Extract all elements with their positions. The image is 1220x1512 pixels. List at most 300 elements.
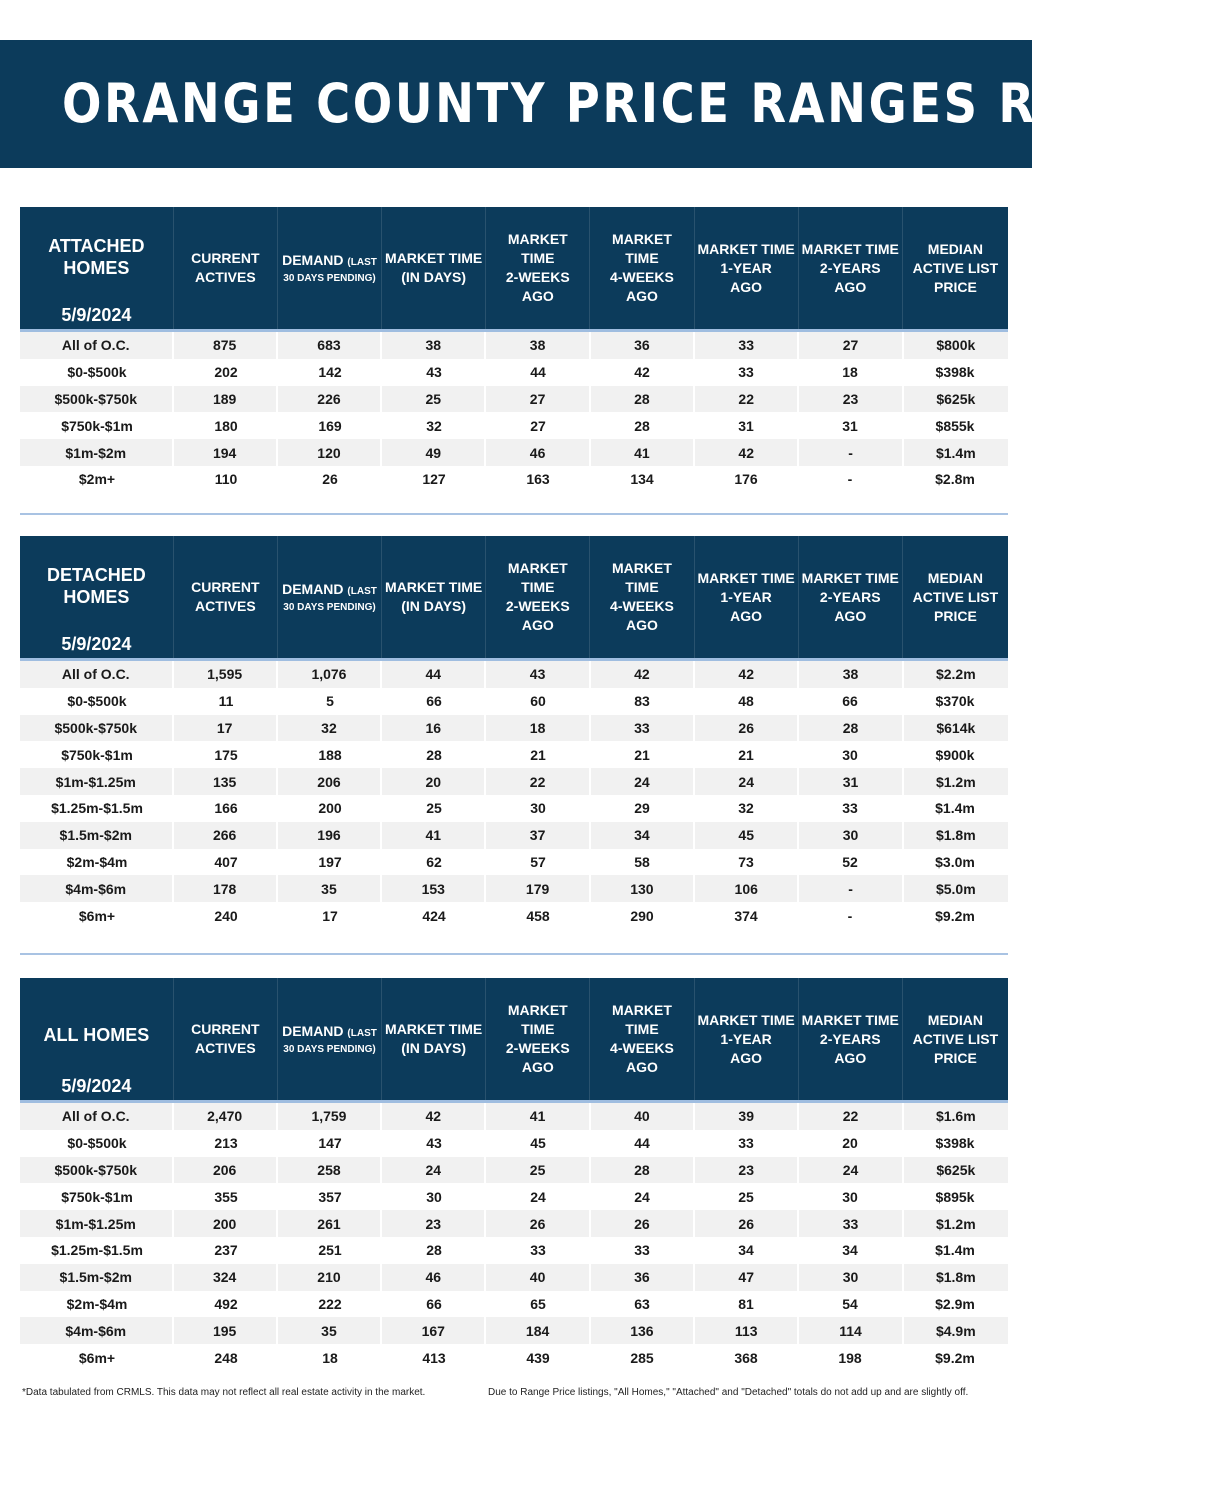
table-cell: 875 xyxy=(172,332,276,359)
table-cell: $1.8m xyxy=(902,822,1008,849)
table-header xyxy=(20,536,1008,661)
table-row xyxy=(20,661,1008,688)
table-cell: 210 xyxy=(276,1264,380,1291)
table-cell: 41 xyxy=(484,1103,588,1130)
table-cell: 33 xyxy=(634,1242,650,1259)
table-cell: 24 xyxy=(530,1188,546,1205)
table-cell: 42 xyxy=(589,661,693,688)
table-cell: 32 xyxy=(276,715,380,742)
table-cell: 40 xyxy=(589,1103,693,1130)
header-market-time-4-weeks-line: AGO xyxy=(626,1059,658,1075)
header-median-price-line: ACTIVE LIST xyxy=(912,588,999,605)
table-row xyxy=(20,1103,1008,1130)
header-current-actives-line: ACTIVES xyxy=(194,269,256,285)
table-cell: 29 xyxy=(634,800,650,817)
header-demand-small: (LAST xyxy=(347,1027,377,1039)
header-market-time-2-years-line: MARKET TIME xyxy=(801,569,899,586)
section-title xyxy=(20,564,173,608)
table-cell: 37 xyxy=(484,822,588,849)
price-range-label: All of O.C. xyxy=(61,337,130,354)
table-cell: $614k xyxy=(902,715,1008,742)
price-range-label: $750k-$1m xyxy=(61,1188,133,1205)
price-range-label: $1.25m-$1.5m xyxy=(51,800,143,817)
table-row xyxy=(20,1237,1008,1264)
header-current-actives-line: ACTIVES xyxy=(194,598,256,614)
table-cell: 113 xyxy=(693,1317,797,1344)
header-demand-line xyxy=(278,580,381,601)
table-cell: 424 xyxy=(422,907,446,924)
table-cell: 248 xyxy=(214,1349,238,1366)
footnote-range-price: Due to Range Price listings, "All Homes," "Attached" and "Detached" totals do not add up and are slightly off. xyxy=(488,1387,969,1398)
price-range-label: $2m+ xyxy=(78,471,116,488)
header-market-time-line: MARKET TIME xyxy=(385,250,483,266)
table-cell: 63 xyxy=(634,1295,650,1312)
table-cell: $9.2m xyxy=(935,907,975,924)
table-cell: 18 xyxy=(322,1349,338,1366)
table-cell: 42 xyxy=(693,439,797,466)
header-median-price xyxy=(902,978,1008,1100)
table-cell: 413 xyxy=(422,1349,446,1366)
table-cell: 81 xyxy=(738,1295,754,1312)
table-cell: 26 xyxy=(322,471,338,488)
table-cell: 54 xyxy=(842,1295,858,1312)
table-cell: 200 xyxy=(172,1210,276,1237)
table-cell: 206 xyxy=(276,768,380,795)
header-market-time-4-weeks-line: 4-WEEKS xyxy=(610,598,674,614)
table-cell: $900k xyxy=(935,746,975,763)
table-cell: 28 xyxy=(426,746,442,763)
header-current-actives xyxy=(173,978,277,1100)
table-cell: 18 xyxy=(842,364,858,381)
header-market-time-2-weeks-line: 2-WEEKS xyxy=(505,269,570,285)
header-market-time-4-weeks-line: TIME xyxy=(625,1021,659,1037)
header-market-time-2-years xyxy=(798,536,902,658)
table-cell: 38 xyxy=(380,332,484,359)
table-cell: 135 xyxy=(172,768,276,795)
table-cell: 134 xyxy=(630,471,654,488)
table-cell: 32 xyxy=(426,417,442,434)
header-market-time-line: MARKET TIME xyxy=(385,579,483,595)
table-cell: 35 xyxy=(276,875,380,902)
table-cell: 44 xyxy=(380,661,484,688)
table-cell: 166 xyxy=(214,800,238,817)
table-cell: $800k xyxy=(902,332,1008,359)
table-cell: 30 xyxy=(842,746,858,763)
table-cell: 42 xyxy=(634,364,650,381)
table-cell: 52 xyxy=(842,853,858,870)
table-cell: 179 xyxy=(484,875,588,902)
table-cell: 27 xyxy=(484,386,588,413)
table-cell: 324 xyxy=(172,1264,276,1291)
table-cell: $370k xyxy=(935,693,975,710)
price-range-label: $0-$500k xyxy=(67,1135,127,1152)
table-cell: 127 xyxy=(422,471,446,488)
header-market-time xyxy=(381,978,485,1100)
table-cell: 106 xyxy=(693,875,797,902)
header-market-time-2-years-line: 2-YEARS xyxy=(819,588,881,605)
section-divider xyxy=(20,953,1008,955)
section-date: 5/9/2024 xyxy=(61,1076,132,1096)
section-title-line1: ATTACHED xyxy=(48,236,145,256)
table-cell: 163 xyxy=(526,471,550,488)
table-row xyxy=(20,875,1008,902)
table-cell: 17 xyxy=(172,715,276,742)
table-cell: 45 xyxy=(530,1135,546,1152)
table-cell: 22 xyxy=(693,386,797,413)
table-cell: 21 xyxy=(634,746,650,763)
header-market-time-2-years-line: MARKET TIME xyxy=(801,240,899,257)
price-range-label: $6m+ xyxy=(78,907,116,924)
table-cell: 58 xyxy=(634,853,650,870)
header-median-price-line: MEDIAN xyxy=(927,569,984,586)
table-cell: 176 xyxy=(734,471,758,488)
section-title-line2: HOMES xyxy=(63,258,130,278)
table-cell: 22 xyxy=(484,768,588,795)
header-market-time-1-year xyxy=(694,207,798,329)
section-title-line1: DETACHED xyxy=(47,565,146,585)
table-cell: 83 xyxy=(634,693,650,710)
table-cell: $1.8m xyxy=(902,1264,1008,1291)
table-cell: - xyxy=(847,907,853,924)
section-title-cell xyxy=(20,207,173,329)
table-cell: 66 xyxy=(426,693,442,710)
table-cell: 39 xyxy=(693,1103,797,1130)
table-cell: 27 xyxy=(530,417,546,434)
table-cell: 23 xyxy=(797,386,901,413)
price-range-label: $1m-$1.25m xyxy=(55,1215,136,1232)
header-demand-small: (LAST xyxy=(347,256,377,268)
table-row xyxy=(20,688,1008,715)
table-cell: 66 xyxy=(842,693,858,710)
header-market-time-2-weeks-line: TIME xyxy=(521,250,555,266)
table-cell: 290 xyxy=(630,907,654,924)
table-row xyxy=(20,822,1008,849)
header-market-time-2-years-line: AGO xyxy=(834,1049,867,1066)
table-cell: 206 xyxy=(172,1157,276,1184)
header-market-time-1-year xyxy=(694,536,798,658)
table-cell: 38 xyxy=(484,332,588,359)
header-market-time-2-years-line: AGO xyxy=(834,607,867,624)
table-cell: 200 xyxy=(318,800,342,817)
header-demand-small: (LAST xyxy=(347,585,377,597)
table-cell: $5.0m xyxy=(902,875,1008,902)
table-cell: 36 xyxy=(589,332,693,359)
table-cell: 30 xyxy=(426,1188,442,1205)
table-cell: 188 xyxy=(318,746,342,763)
price-range-label: $4m-$6m xyxy=(65,1322,127,1339)
table-cell: 28 xyxy=(426,1242,442,1259)
table-cell: 439 xyxy=(526,1349,550,1366)
header-market-time-2-weeks-line: AGO xyxy=(521,617,554,633)
table-row xyxy=(20,1317,1008,1344)
table-cell: $1.4m xyxy=(935,800,975,817)
table-cell: 147 xyxy=(318,1135,342,1152)
table-cell: 114 xyxy=(797,1317,901,1344)
table-cell: 20 xyxy=(842,1135,858,1152)
table-cell: 266 xyxy=(172,822,276,849)
table-cell: 22 xyxy=(797,1103,901,1130)
header-market-time-4-weeks-line: TIME xyxy=(625,250,659,266)
header-market-time-2-weeks xyxy=(485,536,589,658)
table-cell: 189 xyxy=(172,386,276,413)
price-range-label: $1m-$1.25m xyxy=(55,773,136,790)
header-demand-small: 30 DAYS PENDING) xyxy=(283,1043,376,1055)
table-row xyxy=(20,1291,1008,1318)
table-cell: 36 xyxy=(589,1264,693,1291)
header-market-time-4-weeks xyxy=(589,536,693,658)
table-cell: $2.8m xyxy=(935,471,975,488)
table-row xyxy=(20,1157,1008,1184)
price-range-label: $500k-$750k xyxy=(54,719,138,736)
header-demand-small: 30 DAYS PENDING) xyxy=(283,272,376,284)
table-cell: $625k xyxy=(902,386,1008,413)
header-market-time-line: (IN DAYS) xyxy=(401,1040,467,1056)
price-range-label: $0-$500k xyxy=(67,693,127,710)
table-cell: 197 xyxy=(318,853,342,870)
table-cell: 1,076 xyxy=(276,661,380,688)
table-row xyxy=(20,439,1008,466)
table-cell: 24 xyxy=(797,1157,901,1184)
header-market-time-4-weeks xyxy=(589,978,693,1100)
table-cell: 492 xyxy=(214,1295,238,1312)
table-cell: 46 xyxy=(484,439,588,466)
table-cell: 2,470 xyxy=(172,1103,276,1130)
price-range-label: $500k-$750k xyxy=(54,390,138,407)
header-market-time-2-weeks xyxy=(485,978,589,1100)
table-cell: 40 xyxy=(484,1264,588,1291)
table-row xyxy=(20,332,1008,359)
table-cell: 46 xyxy=(380,1264,484,1291)
table-cell: - xyxy=(797,439,901,466)
table-cell: 25 xyxy=(380,386,484,413)
table-cell: 683 xyxy=(276,332,380,359)
table-cell: $1.6m xyxy=(902,1103,1008,1130)
table-cell: 60 xyxy=(530,693,546,710)
table-row xyxy=(20,741,1008,768)
price-range-label: $4m-$6m xyxy=(65,880,127,897)
price-range-label: $1.5m-$2m xyxy=(59,1269,132,1286)
table-cell: $2.9m xyxy=(935,1295,975,1312)
table-cell: 16 xyxy=(380,715,484,742)
table-cell: 194 xyxy=(172,439,276,466)
header-market-time-1-year-line: 1-YEAR xyxy=(720,259,772,276)
table-header xyxy=(20,207,1008,332)
table-cell: 44 xyxy=(634,1135,650,1152)
header-market-time xyxy=(381,207,485,329)
table-cell: 31 xyxy=(842,417,858,434)
table-cell: 136 xyxy=(589,1317,693,1344)
table-cell: 120 xyxy=(276,439,380,466)
table-cell: 178 xyxy=(172,875,276,902)
header-market-time-2-weeks-line: 2-WEEKS xyxy=(505,1040,570,1056)
table-cell: 66 xyxy=(426,1295,442,1312)
table-cell: 34 xyxy=(842,1242,858,1259)
table-cell: 49 xyxy=(380,439,484,466)
table-cell: 198 xyxy=(838,1349,862,1366)
table-cell: $625k xyxy=(902,1157,1008,1184)
header-current-actives-line: CURRENT xyxy=(191,250,260,266)
table-cell: 153 xyxy=(380,875,484,902)
table-cell: 28 xyxy=(589,386,693,413)
table-cell: 31 xyxy=(797,768,901,795)
table-row xyxy=(20,1344,1008,1371)
header-market-time-4-weeks-line: MARKET xyxy=(612,1002,672,1018)
header-demand xyxy=(277,207,381,329)
table-cell: 65 xyxy=(530,1295,546,1312)
table-row xyxy=(20,1130,1008,1157)
table-cell: 357 xyxy=(318,1188,342,1205)
table-cell: 21 xyxy=(738,746,754,763)
table-cell: 30 xyxy=(530,800,546,817)
section-title-line1: ALL HOMES xyxy=(43,1025,150,1045)
header-market-time-4-weeks-line: MARKET xyxy=(612,231,672,247)
header-market-time-2-years xyxy=(798,207,902,329)
table-row xyxy=(20,795,1008,822)
header-market-time-4-weeks-line: MARKET xyxy=(612,560,672,576)
table-cell: 30 xyxy=(842,1188,858,1205)
table-cell: 41 xyxy=(380,822,484,849)
table-cell: 374 xyxy=(734,907,758,924)
header-market-time-1-year-line: 1-YEAR xyxy=(720,1030,772,1047)
table-row xyxy=(20,1183,1008,1210)
all-homes-table xyxy=(20,978,1008,1371)
table-cell: 47 xyxy=(693,1264,797,1291)
section-title-cell xyxy=(20,536,173,658)
header-median-price-line: ACTIVE LIST xyxy=(912,259,999,276)
header-market-time xyxy=(381,536,485,658)
table-cell: 28 xyxy=(589,1157,693,1184)
table-cell: 20 xyxy=(380,768,484,795)
table-cell: $895k xyxy=(935,1188,975,1205)
header-market-time-2-years-line: 2-YEARS xyxy=(819,1030,881,1047)
table-cell: 196 xyxy=(276,822,380,849)
table-cell: 24 xyxy=(693,768,797,795)
header-market-time-1-year-line: 1-YEAR xyxy=(720,588,772,605)
header-market-time-1-year-line: MARKET TIME xyxy=(697,1011,795,1028)
header-current-actives-line: ACTIVES xyxy=(194,1040,256,1056)
table-cell: 31 xyxy=(738,417,754,434)
header-market-time-line: MARKET TIME xyxy=(385,1021,483,1037)
header-market-time-1-year-line: MARKET TIME xyxy=(697,240,795,257)
header-demand-line xyxy=(278,251,381,272)
table-cell: $398k xyxy=(935,1135,975,1152)
header-median-price-line: MEDIAN xyxy=(927,240,984,257)
table-cell: 407 xyxy=(214,853,238,870)
section-title-cell xyxy=(20,978,173,1100)
header-current-actives-line: CURRENT xyxy=(191,1021,260,1037)
table-cell: 167 xyxy=(380,1317,484,1344)
header-market-time-1-year-line: AGO xyxy=(730,278,763,295)
header-median-price xyxy=(902,536,1008,658)
table-cell: 17 xyxy=(322,907,338,924)
report-title: ORANGE COUNTY PRICE RANGES REPORT xyxy=(62,72,1220,135)
table-cell: 30 xyxy=(797,822,901,849)
table-cell: $855k xyxy=(935,417,975,434)
price-range-label: $2m-$4m xyxy=(66,853,128,870)
table-cell: 26 xyxy=(693,715,797,742)
table-cell: 28 xyxy=(634,417,650,434)
header-market-time-1-year-line: AGO xyxy=(730,1049,763,1066)
table-cell: 33 xyxy=(797,1210,901,1237)
table-cell: $4.9m xyxy=(902,1317,1008,1344)
table-cell: 25 xyxy=(738,1188,754,1205)
header-demand-small: 30 DAYS PENDING) xyxy=(283,601,376,613)
table-cell: $1.4m xyxy=(902,439,1008,466)
price-range-label: $0-$500k xyxy=(67,364,127,381)
table-cell: 41 xyxy=(589,439,693,466)
header-market-time-2-years-line: 2-YEARS xyxy=(819,259,881,276)
price-range-label: $500k-$750k xyxy=(54,1161,138,1178)
header-market-time-2-weeks-line: MARKET xyxy=(507,1002,568,1018)
table-cell: 33 xyxy=(693,332,797,359)
header-market-time-2-weeks-line: MARKET xyxy=(507,560,568,576)
table-row xyxy=(20,359,1008,386)
header-market-time-4-weeks-line: TIME xyxy=(625,579,659,595)
table-cell: - xyxy=(797,875,901,902)
price-range-label: $2m-$4m xyxy=(66,1295,128,1312)
header-market-time-1-year xyxy=(694,978,798,1100)
table-cell: 222 xyxy=(318,1295,342,1312)
table-cell: 45 xyxy=(693,822,797,849)
table-cell: $9.2m xyxy=(935,1349,975,1366)
table-row xyxy=(20,1210,1008,1237)
table-header xyxy=(20,978,1008,1103)
table-cell: 33 xyxy=(738,1135,754,1152)
table-cell: 26 xyxy=(484,1210,588,1237)
table-cell: $398k xyxy=(935,364,975,381)
price-range-label: $6m+ xyxy=(78,1349,116,1366)
table-cell: 28 xyxy=(797,715,901,742)
table-cell: 35 xyxy=(276,1317,380,1344)
price-range-label: All of O.C. xyxy=(61,1108,130,1125)
table-cell: 25 xyxy=(426,800,442,817)
table-cell: 43 xyxy=(426,364,442,381)
table-cell: 213 xyxy=(214,1135,238,1152)
price-range-label: $1.25m-$1.5m xyxy=(51,1242,143,1259)
table-row xyxy=(20,412,1008,439)
header-market-time-1-year-line: MARKET TIME xyxy=(697,569,795,586)
header-market-time-2-weeks-line: AGO xyxy=(521,1059,554,1075)
section-date: 5/9/2024 xyxy=(61,634,132,654)
table-cell: - xyxy=(847,471,853,488)
table-cell: 24 xyxy=(380,1157,484,1184)
header-current-actives xyxy=(173,207,277,329)
table-cell: 73 xyxy=(738,853,754,870)
section-title xyxy=(20,1024,173,1046)
price-range-label: All of O.C. xyxy=(61,666,130,683)
table-cell: 169 xyxy=(318,417,342,434)
table-row xyxy=(20,466,1008,493)
table-cell: $3.0m xyxy=(935,853,975,870)
header-market-time-2-years xyxy=(798,978,902,1100)
table-cell: 26 xyxy=(693,1210,797,1237)
header-market-time-2-weeks-line: MARKET xyxy=(507,231,568,247)
header-market-time-2-weeks-line: AGO xyxy=(521,288,554,304)
header-market-time-2-years-line: MARKET TIME xyxy=(801,1011,899,1028)
table-cell: 43 xyxy=(484,661,588,688)
table-row xyxy=(20,1264,1008,1291)
table-cell: 43 xyxy=(426,1135,442,1152)
table-cell: 25 xyxy=(484,1157,588,1184)
table-cell: $1.2m xyxy=(902,1210,1008,1237)
table-cell: 458 xyxy=(526,907,550,924)
table-cell: 175 xyxy=(214,746,238,763)
header-market-time-4-weeks-line: 4-WEEKS xyxy=(610,269,674,285)
header-market-time-2-weeks-line: TIME xyxy=(521,579,555,595)
header-market-time-4-weeks-line: 4-WEEKS xyxy=(610,1040,674,1056)
table-cell: 142 xyxy=(318,364,342,381)
table-cell: 368 xyxy=(734,1349,758,1366)
